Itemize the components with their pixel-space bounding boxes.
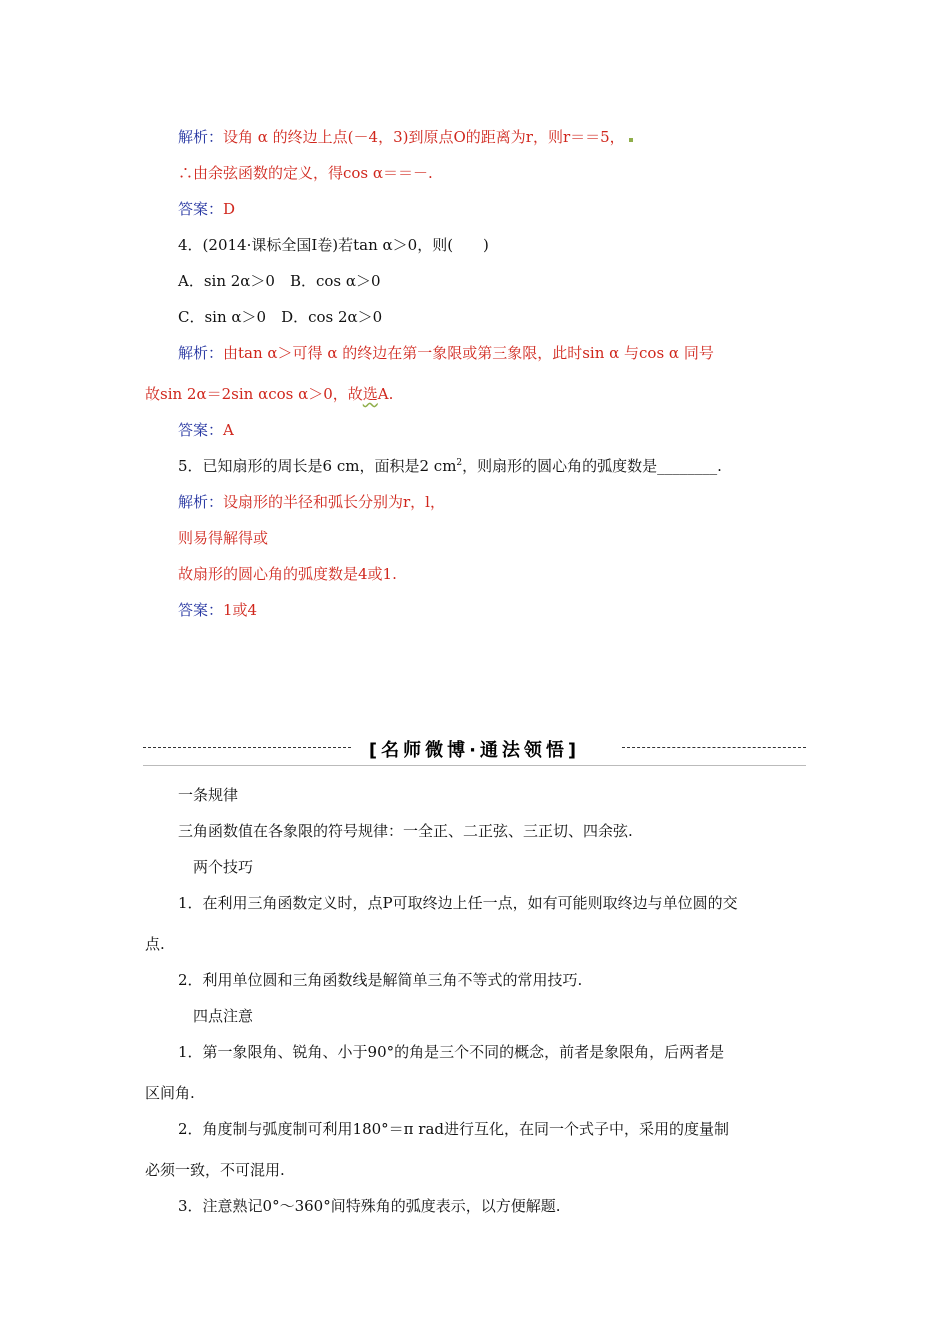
edit-mark-icon: [629, 138, 633, 142]
analysis-text: 由tan α＞可得 α 的终边在第一象限或第三象限，此时sin α 与cos α 同号: [223, 344, 714, 362]
analysis-text-wavy: 选: [362, 385, 378, 403]
answer-label: 答案：: [178, 200, 224, 218]
rule-text: 三角函数值在各象限的符号规律：一全正、二正弦、三正切、四余弦.: [178, 822, 633, 840]
note3: 3．注意熟记0°～360°间特殊角的弧度表示，以方便解题.: [178, 1197, 561, 1215]
q5-stem-post: ，则扇形的圆心角的弧度数是________.: [462, 457, 722, 475]
q4-answer: [178, 420, 234, 440]
skill1-line1: 1．在利用三角函数定义时，点P可取终边上任一点，如有可能则取终边与单位圆的交: [178, 894, 738, 912]
analysis-text-pre: 故sin 2α＝2sin αcos α＞0，故: [145, 385, 363, 403]
q5-analysis-line3: 故扇形的圆心角的弧度数是4或1.: [178, 565, 397, 583]
rule-heading: 一条规律: [178, 786, 239, 804]
analysis-label: 解析：: [178, 344, 224, 362]
section-banner: [143, 734, 806, 762]
q3-analysis-line2: ∴由余弦函数的定义，得cos α＝＝－.: [178, 164, 433, 182]
banner-underline: [143, 765, 806, 766]
note2-line1: 2．角度制与弧度制可利用180°＝π rad进行互化，在同一个式子中，采用的度量制: [178, 1120, 730, 1138]
q5-stem-sup: 2: [456, 458, 463, 468]
analysis-text: 设扇形的半径和弧长分别为r，l，: [223, 493, 445, 511]
note1-line2: 区间角.: [145, 1084, 195, 1102]
q4-analysis-line1: [178, 343, 714, 363]
notes-heading: 四点注意: [193, 1007, 254, 1025]
analysis-label: 解析：: [178, 128, 224, 146]
analysis-label: 解析：: [178, 493, 224, 511]
q5-analysis-line2: 则易得解得或: [178, 529, 269, 547]
q5-stem: [178, 456, 722, 476]
q4-stem: 4．(2014·课标全国Ⅰ卷)若tan α＞0，则( ): [178, 236, 489, 254]
note2-line2: 必须一致，不可混用.: [145, 1161, 285, 1179]
answer-label: 答案：: [178, 601, 224, 619]
note1-line1: 1．第一象限角、锐角、小于90°的角是三个不同的概念，前者是象限角，后两者是: [178, 1043, 725, 1061]
skill2: 2．利用单位圆和三角函数线是解简单三角不等式的常用技巧.: [178, 971, 583, 989]
q4-options-cd: C．sin α＞0 D．cos 2α＞0: [178, 308, 383, 326]
answer-value: A: [223, 421, 234, 439]
q5-analysis-line1: [178, 492, 445, 512]
answer-label: 答案：: [178, 421, 224, 439]
skill1-line2: 点.: [145, 935, 165, 953]
q4-analysis-line2: [145, 384, 393, 404]
q3-answer: [178, 199, 235, 219]
answer-value: D: [223, 200, 236, 218]
banner-title: [143, 736, 806, 762]
q3-analysis-line1: [178, 127, 633, 147]
q5-answer: [178, 600, 257, 620]
banner-title-text: [名师微博·通法领悟]: [368, 740, 581, 761]
q4-options-ab: A．sin 2α＞0 B．cos α＞0: [178, 272, 381, 290]
analysis-text-post: A.: [377, 385, 394, 403]
q5-stem-pre: 5．已知扇形的周长是6 cm，面积是2 cm: [178, 457, 457, 475]
skills-heading: 两个技巧: [193, 858, 254, 876]
answer-value: 1或4: [223, 601, 258, 619]
analysis-text: 设角 α 的终边上点(－4，3)到原点O的距离为r，则r＝＝5，: [223, 128, 625, 146]
